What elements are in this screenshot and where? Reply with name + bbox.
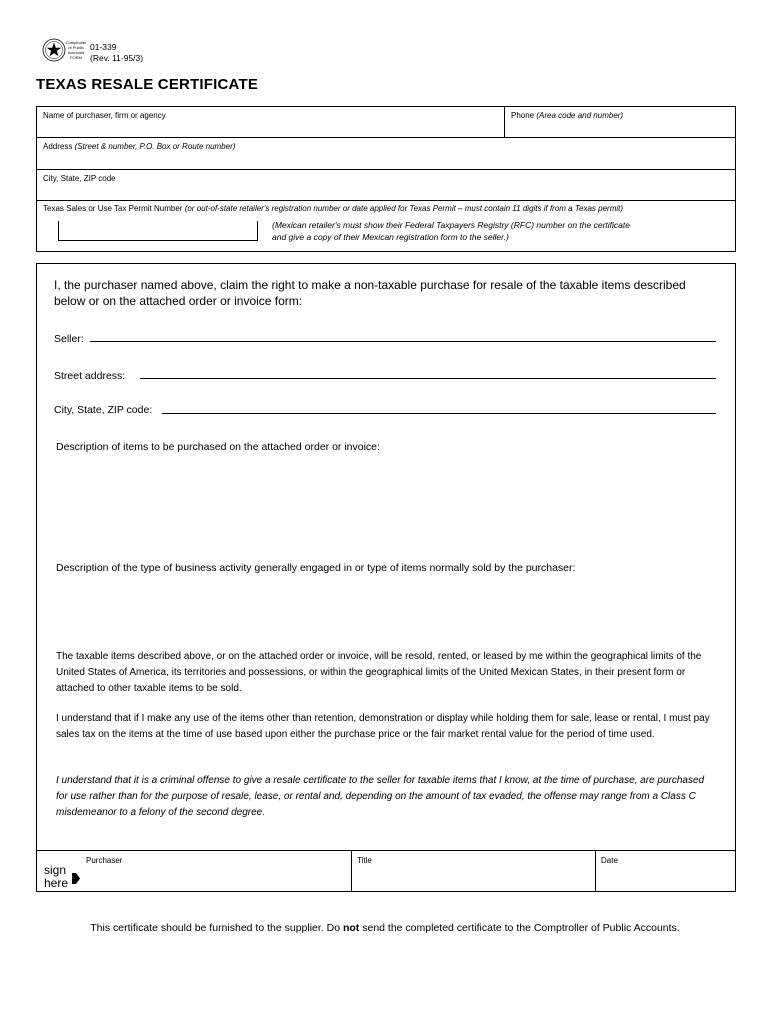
city-state-zip-field[interactable]: City, State, ZIP code xyxy=(37,170,735,201)
purchaser-name-field[interactable]: Name of purchaser, firm or agency xyxy=(43,111,166,120)
seal-text: Comptroller of Public Accounts FORM xyxy=(65,40,87,60)
resale-statement: The taxable items described above, or on the attached order or invoice, will be resold, rented, or leased by me within the geographical limits of the United States of America, its territories and possessions, or within the geographical limits of the United Mexican States, in their present form or attached to other taxable items to be sold. xyxy=(56,651,702,694)
signature-row xyxy=(36,850,736,892)
items-description-label: Description of items to be purchased on the attached order or invoice: xyxy=(56,441,380,453)
sign-here-marker: sign here xyxy=(44,863,69,890)
permit-number-label: Texas Sales or Use Tax Permit Number (or out-of-state retailer's registration number or date applied for Texas Permit – must contain 11 digits if from a Texas permit) xyxy=(43,204,624,213)
comptroller-seal xyxy=(42,38,66,62)
phone-field[interactable]: Phone (Area code and number) xyxy=(511,111,624,120)
street-address-label: Street address: xyxy=(54,370,126,382)
business-description-label: Description of the type of business activity generally engaged in or type of items normally sold by the purchaser: xyxy=(56,562,576,574)
mexican-retailer-note: (Mexican retailer's must show their Federal Taxpayers Registry (RFC) number on the certificate and give a copy of their Mexican registration form to the seller.) xyxy=(272,220,630,242)
seller-label: Seller: xyxy=(54,333,84,345)
seller-city-input[interactable] xyxy=(162,413,716,414)
footer-note: This certificate should be furnished to the supplier. Do not send the completed certificate to the Comptroller of Public Accounts. xyxy=(90,922,680,934)
criminal-offense-statement: I understand that it is a criminal offense to give a resale certificate to the seller for taxable items that I know, at the time of purchase, are purchased for use rather than for the purpose of resale, lease, or rental and, depending on the amount of tax evaded, the offense may range from a Class C misdemeanor to a felony of the second degree. xyxy=(56,775,705,818)
items-description-area[interactable] xyxy=(56,458,716,558)
seller-city-label: City, State, ZIP code: xyxy=(54,404,153,416)
claim-intro: I, the purchaser named above, claim the right to make a non-taxable purchase for resale of the taxable items described below or on the attached order or invoice form: xyxy=(54,278,686,308)
permit-number-input[interactable] xyxy=(58,221,258,241)
seller-input[interactable] xyxy=(90,341,716,342)
use-tax-statement: I understand that if I make any use of the items other than retention, demonstration or display while holding them for sale, lease or rental, I must pay sales tax on the items at the time of use based upon either the purchase price or the fair market rental value for the period of time used. xyxy=(56,713,710,740)
business-description-area[interactable] xyxy=(56,578,716,642)
street-address-input[interactable] xyxy=(140,378,716,379)
address-field[interactable]: Address (Street & number, P.O. Box or Route number) xyxy=(37,138,735,170)
title-field[interactable]: Title xyxy=(357,856,372,865)
page-title: TEXAS RESALE CERTIFICATE xyxy=(36,76,259,93)
name-phone-row xyxy=(37,107,735,138)
sign-arrow-icon xyxy=(72,873,80,884)
purchaser-signature-field[interactable]: Purchaser xyxy=(86,856,123,865)
form-number: 01-339 (Rev. 11-95/3) xyxy=(90,42,144,63)
date-field[interactable]: Date xyxy=(601,856,618,865)
